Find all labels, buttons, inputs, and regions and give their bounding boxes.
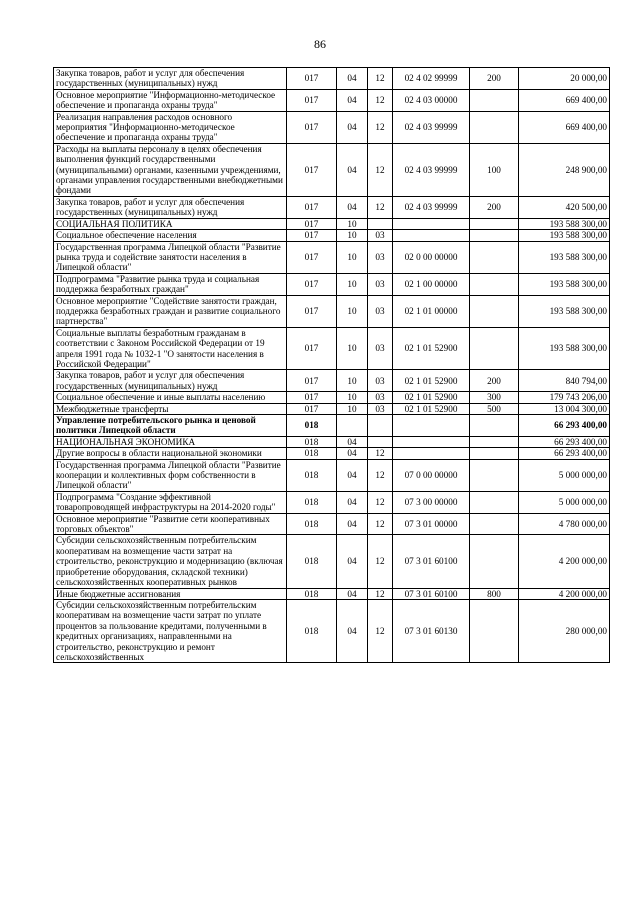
row-admin-code: 018 — [287, 535, 337, 588]
table-row — [54, 218, 610, 229]
row-target-article: 02 1 01 52900 — [393, 403, 470, 414]
row-target-article — [393, 415, 470, 437]
row-target-article: 07 3 01 60100 — [393, 588, 470, 599]
row-admin-code: 017 — [287, 218, 337, 229]
row-expense-type — [470, 295, 519, 327]
row-expense-type — [470, 535, 519, 588]
row-expense-type — [470, 218, 519, 229]
row-expense-type — [470, 230, 519, 241]
row-target-article: 02 4 02 99999 — [393, 68, 470, 90]
row-admin-code: 017 — [287, 273, 337, 295]
table-row — [54, 448, 610, 459]
row-admin-code: 018 — [287, 448, 337, 459]
row-section: 04 — [337, 599, 368, 662]
row-admin-code: 017 — [287, 196, 337, 218]
row-subsection: 12 — [368, 588, 393, 599]
row-section: 10 — [337, 327, 368, 370]
row-name: Реализация направления расходов основного мероприятия "Информационно-методическое обеспечение и пропаганда охраны труда" — [54, 111, 287, 143]
row-admin-code: 017 — [287, 403, 337, 414]
row-target-article — [393, 436, 470, 447]
row-subsection — [368, 218, 393, 229]
row-amount: 420 500,00 — [519, 196, 610, 218]
row-expense-type: 200 — [470, 370, 519, 392]
table-row — [54, 89, 610, 111]
table-row — [54, 241, 610, 273]
row-amount: 66 293 400,00 — [519, 448, 610, 459]
row-admin-code: 018 — [287, 513, 337, 535]
row-admin-code: 018 — [287, 599, 337, 662]
row-admin-code: 017 — [287, 370, 337, 392]
row-expense-type: 800 — [470, 588, 519, 599]
table-row — [54, 415, 610, 437]
row-expense-type: 300 — [470, 392, 519, 403]
row-section: 04 — [337, 588, 368, 599]
row-expense-type — [470, 491, 519, 513]
row-subsection: 12 — [368, 535, 393, 588]
row-subsection: 03 — [368, 295, 393, 327]
row-admin-code: 018 — [287, 415, 337, 437]
row-expense-type — [470, 327, 519, 370]
row-target-article: 02 1 01 52900 — [393, 392, 470, 403]
row-subsection — [368, 436, 393, 447]
row-subsection: 03 — [368, 392, 393, 403]
row-amount: 179 743 206,00 — [519, 392, 610, 403]
row-target-article: 02 4 03 99999 — [393, 111, 470, 143]
row-name: Основное мероприятие "Информационно-методическое обеспечение и пропаганда охраны труда" — [54, 89, 287, 111]
row-section: 04 — [337, 111, 368, 143]
table-row — [54, 273, 610, 295]
row-name: СОЦИАЛЬНАЯ ПОЛИТИКА — [54, 218, 287, 229]
row-expense-type — [470, 459, 519, 491]
table-row — [54, 436, 610, 447]
row-name: Основное мероприятие "Содействие занятости граждан, поддержка безработных граждан и развитие социального партнерства" — [54, 295, 287, 327]
row-amount: 4 200 000,00 — [519, 588, 610, 599]
row-expense-type: 500 — [470, 403, 519, 414]
row-target-article — [393, 218, 470, 229]
row-name: Субсидии сельскохозяйственным потребительским кооперативам на возмещение части затрат по уплате процентов за пользование кредитами, полученными в кредитных организациях, направленными на строительство, реконструкцию и ремонт сельскохозяйственных — [54, 599, 287, 662]
row-admin-code: 017 — [287, 327, 337, 370]
row-expense-type — [470, 273, 519, 295]
row-amount: 66 293 400,00 — [519, 415, 610, 437]
row-amount: 193 588 300,00 — [519, 241, 610, 273]
row-subsection: 12 — [368, 599, 393, 662]
row-admin-code: 018 — [287, 436, 337, 447]
table-row — [54, 111, 610, 143]
row-amount: 13 004 300,00 — [519, 403, 610, 414]
row-admin-code: 018 — [287, 588, 337, 599]
row-subsection: 12 — [368, 513, 393, 535]
row-amount: 669 400,00 — [519, 111, 610, 143]
row-section: 04 — [337, 143, 368, 196]
table-row — [54, 196, 610, 218]
table-row — [54, 370, 610, 392]
row-admin-code: 017 — [287, 89, 337, 111]
row-section — [337, 415, 368, 437]
budget-table — [53, 67, 610, 663]
row-section: 10 — [337, 273, 368, 295]
row-expense-type — [470, 241, 519, 273]
row-amount: 193 588 300,00 — [519, 273, 610, 295]
row-subsection: 12 — [368, 68, 393, 90]
row-subsection: 03 — [368, 230, 393, 241]
row-section: 04 — [337, 68, 368, 90]
row-admin-code: 017 — [287, 295, 337, 327]
row-subsection: 12 — [368, 196, 393, 218]
row-subsection: 03 — [368, 273, 393, 295]
row-target-article: 07 3 01 00000 — [393, 513, 470, 535]
row-target-article: 02 1 01 52900 — [393, 327, 470, 370]
row-subsection: 12 — [368, 459, 393, 491]
row-subsection — [368, 415, 393, 437]
row-target-article: 02 1 01 52900 — [393, 370, 470, 392]
row-target-article: 02 4 03 00000 — [393, 89, 470, 111]
row-target-article — [393, 230, 470, 241]
row-amount: 248 900,00 — [519, 143, 610, 196]
row-subsection: 03 — [368, 403, 393, 414]
row-name: Социальное обеспечение населения — [54, 230, 287, 241]
row-expense-type: 200 — [470, 68, 519, 90]
row-amount: 193 588 300,00 — [519, 230, 610, 241]
row-name: Государственная программа Липецкой области "Развитие рынка труда и содействие занятости населения в Липецкой области" — [54, 241, 287, 273]
row-name: Иные бюджетные ассигнования — [54, 588, 287, 599]
table-row — [54, 230, 610, 241]
row-amount: 5 000 000,00 — [519, 459, 610, 491]
page-number: 86 — [314, 37, 326, 51]
row-admin-code: 017 — [287, 392, 337, 403]
row-target-article: 07 3 01 60130 — [393, 599, 470, 662]
table-row — [54, 599, 610, 662]
table-row — [54, 403, 610, 414]
row-target-article: 02 1 00 00000 — [393, 273, 470, 295]
row-amount: 193 588 300,00 — [519, 218, 610, 229]
table-row — [54, 143, 610, 196]
row-expense-type — [470, 415, 519, 437]
row-admin-code: 017 — [287, 111, 337, 143]
row-subsection: 12 — [368, 143, 393, 196]
row-section: 04 — [337, 535, 368, 588]
row-name: Управление потребительского рынка и ценовой политики Липецкой области — [54, 415, 287, 437]
row-section: 04 — [337, 196, 368, 218]
table-row — [54, 68, 610, 90]
row-amount: 669 400,00 — [519, 89, 610, 111]
row-admin-code: 018 — [287, 491, 337, 513]
row-subsection: 03 — [368, 241, 393, 273]
row-amount: 280 000,00 — [519, 599, 610, 662]
row-target-article: 07 0 00 00000 — [393, 459, 470, 491]
row-name: Подпрограмма "Создание эффективной товаропроводящей инфраструктуры на 2014-2020 годы" — [54, 491, 287, 513]
table-row — [54, 535, 610, 588]
row-subsection: 03 — [368, 370, 393, 392]
row-target-article: 02 1 01 00000 — [393, 295, 470, 327]
row-expense-type — [470, 513, 519, 535]
row-admin-code: 017 — [287, 143, 337, 196]
row-target-article: 07 3 01 60100 — [393, 535, 470, 588]
row-name: Субсидии сельскохозяйственным потребительским кооперативам на возмещение части затрат на строительство, реконструкцию и модернизацию (включая приобретение оборудования, складской техники) сельскохозяйственных кооперативных рынков — [54, 535, 287, 588]
row-section: 10 — [337, 403, 368, 414]
table-row — [54, 295, 610, 327]
row-amount: 193 588 300,00 — [519, 295, 610, 327]
row-section: 04 — [337, 436, 368, 447]
row-admin-code: 018 — [287, 459, 337, 491]
row-name: Закупка товаров, работ и услуг для обеспечения государственных (муниципальных) нужд — [54, 68, 287, 90]
row-section: 10 — [337, 241, 368, 273]
row-name: Другие вопросы в области национальной экономики — [54, 448, 287, 459]
row-expense-type: 100 — [470, 143, 519, 196]
row-expense-type — [470, 111, 519, 143]
table-row — [54, 459, 610, 491]
row-name: Социальное обеспечение и иные выплаты населению — [54, 392, 287, 403]
row-name: Расходы на выплаты персоналу в целях обеспечения выполнения функций государственными (муниципальными) органами, казенными учреждениями, органами управления государственными внебюджетными фондами — [54, 143, 287, 196]
row-expense-type — [470, 436, 519, 447]
row-name: Межбюджетные трансферты — [54, 403, 287, 414]
row-admin-code: 017 — [287, 241, 337, 273]
row-subsection: 03 — [368, 327, 393, 370]
row-target-article: 07 3 00 00000 — [393, 491, 470, 513]
row-amount: 840 794,00 — [519, 370, 610, 392]
row-name: Социальные выплаты безработным гражданам в соответствии с Законом Российской Федерации от 19 апреля 1991 года № 1032-1 "О занятости населения в Российской Федерации" — [54, 327, 287, 370]
row-target-article: 02 0 00 00000 — [393, 241, 470, 273]
row-amount: 5 000 000,00 — [519, 491, 610, 513]
row-section: 10 — [337, 218, 368, 229]
row-amount: 4 780 000,00 — [519, 513, 610, 535]
row-target-article: 02 4 03 99999 — [393, 196, 470, 218]
row-name: Закупка товаров, работ и услуг для обеспечения государственных (муниципальных) нужд — [54, 370, 287, 392]
row-section: 10 — [337, 295, 368, 327]
row-subsection: 12 — [368, 448, 393, 459]
row-subsection: 12 — [368, 89, 393, 111]
row-section: 10 — [337, 370, 368, 392]
row-section: 10 — [337, 230, 368, 241]
row-name: Государственная программа Липецкой области "Развитие кооперации и коллективных форм собственности в Липецкой области" — [54, 459, 287, 491]
row-admin-code: 017 — [287, 230, 337, 241]
row-section: 10 — [337, 392, 368, 403]
row-amount: 193 588 300,00 — [519, 327, 610, 370]
row-section: 04 — [337, 491, 368, 513]
table-row — [54, 491, 610, 513]
table-row — [54, 513, 610, 535]
table-row — [54, 327, 610, 370]
table-row — [54, 392, 610, 403]
row-name: НАЦИОНАЛЬНАЯ ЭКОНОМИКА — [54, 436, 287, 447]
row-expense-type — [470, 89, 519, 111]
row-expense-type: 200 — [470, 196, 519, 218]
row-expense-type — [470, 448, 519, 459]
row-name: Основное мероприятие "Развитие сети кооперативных торговых объектов" — [54, 513, 287, 535]
row-section: 04 — [337, 459, 368, 491]
table-row — [54, 588, 610, 599]
row-subsection: 12 — [368, 491, 393, 513]
row-section: 04 — [337, 89, 368, 111]
row-name: Подпрограмма "Развитие рынка труда и социальная поддержка безработных граждан" — [54, 273, 287, 295]
row-target-article: 02 4 03 99999 — [393, 143, 470, 196]
row-target-article — [393, 448, 470, 459]
row-admin-code: 017 — [287, 68, 337, 90]
row-subsection: 12 — [368, 111, 393, 143]
row-amount: 20 000,00 — [519, 68, 610, 90]
row-expense-type — [470, 599, 519, 662]
row-amount: 66 293 400,00 — [519, 436, 610, 447]
row-amount: 4 200 000,00 — [519, 535, 610, 588]
row-section: 04 — [337, 448, 368, 459]
row-name: Закупка товаров, работ и услуг для обеспечения государственных (муниципальных) нужд — [54, 196, 287, 218]
row-section: 04 — [337, 513, 368, 535]
